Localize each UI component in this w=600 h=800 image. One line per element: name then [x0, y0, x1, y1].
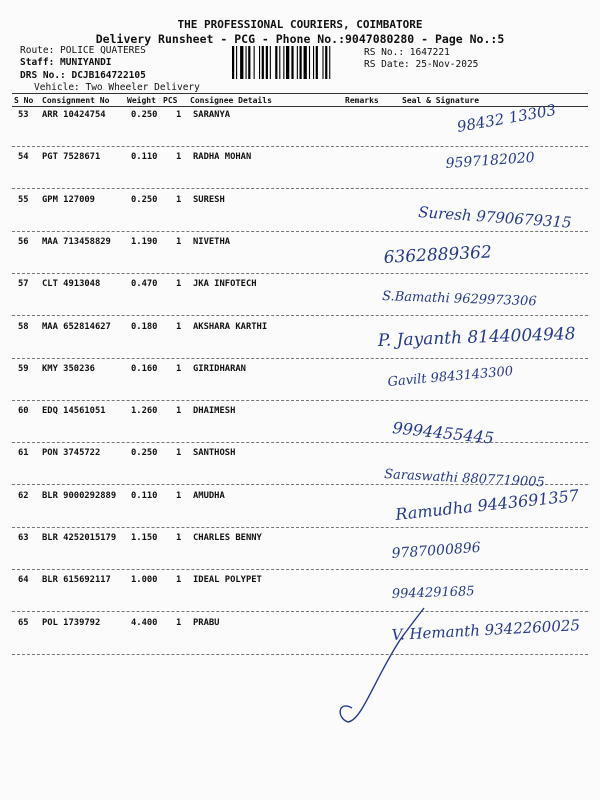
signature-ink: Saraswathi 8807719005 [383, 467, 546, 491]
row-consignee: PRABU [193, 617, 220, 628]
table-row [0, 406, 600, 448]
company-title: THE PROFESSIONAL COURIERS, COIMBATORE [177, 18, 423, 31]
row-separator [12, 484, 588, 485]
row-consignee: SARANYA [193, 110, 231, 120]
row-weight: 0.110 [131, 490, 158, 501]
signature-ink: Suresh 9790679315 [417, 203, 573, 232]
row-consignment-no: BLR 9000292889 [42, 490, 117, 501]
row-separator [12, 442, 588, 443]
table-row [0, 279, 600, 321]
row-weight: 4.400 [131, 617, 158, 628]
table-row [0, 149, 600, 194]
row-consignment-no: MAA 713458829 [42, 236, 111, 247]
row-separator [12, 231, 588, 232]
runsheet-subtitle: Delivery Runsheet - PCG - Phone No.:9047080280 - Page No.:5 [95, 32, 505, 46]
row-pcs: 1 [176, 533, 182, 543]
row-sno: 61 [18, 448, 29, 459]
row-pcs: 1 [176, 236, 182, 247]
table-row [0, 491, 600, 533]
table-row [0, 575, 600, 617]
row-separator [12, 146, 588, 147]
signature-ink: S.Bamathi 9629973306 [381, 289, 537, 310]
signature-ink: P. Jayanth 8144004948 [377, 324, 576, 351]
table-row [0, 448, 600, 490]
row-sno: 59 [18, 363, 29, 374]
row-pcs: 1 [176, 617, 182, 628]
barcode-image [232, 46, 358, 79]
row-weight: 0.250 [131, 194, 158, 205]
row-separator [12, 315, 588, 316]
row-separator [12, 273, 588, 274]
row-consignment-no: BLR 4252015179 [42, 533, 117, 543]
row-weight: 1.260 [131, 406, 158, 417]
table-row [0, 364, 600, 406]
table-row [0, 195, 600, 237]
signature-ink: Gavilt 9843143300 [387, 364, 514, 390]
signature-ink: 9944291685 [391, 584, 475, 602]
row-consignee: NIVETHA [193, 236, 231, 247]
row-consignee: DHAIMESH [193, 406, 236, 417]
row-consignment-no: EDQ 14561051 [42, 406, 106, 417]
row-sno: 56 [18, 236, 29, 247]
row-separator [12, 569, 588, 570]
row-consignment-no: KMY 350236 [42, 363, 95, 374]
row-consignee: AMUDHA [193, 490, 225, 501]
row-consignment-no: BLR 615692117 [42, 575, 111, 586]
row-consignment-no: MAA 652814627 [42, 321, 111, 332]
row-consignee: GIRIDHARAN [193, 363, 246, 374]
col-remarks: Remarks [345, 96, 379, 105]
signature-ink: V. Hemanth 9342260025 [391, 616, 581, 644]
row-weight: 0.250 [131, 110, 158, 120]
row-consignee: RADHA MOHAN [193, 152, 252, 163]
drs-number: DRS No.: DCJB164722105 [20, 70, 146, 81]
signature-ink: 9994455445 [391, 418, 495, 448]
col-consignment: Consignment No [42, 96, 110, 105]
col-sno: S No [14, 96, 34, 105]
row-consignee: AKSHARA KARTHI [193, 321, 268, 332]
row-separator [12, 400, 588, 401]
row-consignment-no: ARR 10424754 [42, 110, 106, 120]
col-consignee: Consignee Details [190, 96, 272, 105]
row-sno: 60 [18, 406, 29, 417]
col-weight: Weight [127, 96, 156, 105]
row-weight: 0.160 [131, 363, 158, 374]
row-sno: 57 [18, 279, 29, 290]
rs-number: RS No.: 1647221 [364, 47, 450, 58]
row-consignee: CHARLES BENNY [193, 533, 262, 543]
staff-label: Staff: MUNIYANDI [20, 57, 112, 68]
row-sno: 53 [18, 110, 29, 120]
rs-date: RS Date: 25-Nov-2025 [364, 59, 479, 70]
header-rule-bottom [12, 106, 588, 107]
row-weight: 0.470 [131, 279, 158, 290]
row-consignee: IDEAL POLYPET [193, 575, 262, 586]
table-row [0, 533, 600, 575]
row-consignee: JKA INFOTECH [193, 279, 257, 290]
row-separator [12, 358, 588, 359]
row-weight: 0.110 [131, 152, 158, 163]
row-separator [12, 654, 588, 655]
signature-ink: 9597182020 [445, 149, 536, 172]
row-consignment-no: PGT 7528671 [42, 152, 101, 163]
row-consignment-no: PON 3745722 [42, 448, 101, 459]
row-sno: 62 [18, 490, 29, 501]
row-weight: 1.150 [131, 533, 158, 543]
row-consignment-no: CLT 4913048 [42, 279, 101, 290]
route-label: Route: POLICE QUATERES [20, 45, 146, 56]
vehicle-label: Vehicle: Two Wheeler Delivery [34, 82, 200, 93]
row-pcs: 1 [176, 575, 182, 586]
row-pcs: 1 [176, 279, 182, 290]
row-pcs: 1 [176, 363, 182, 374]
row-consignment-no: GPM 127009 [42, 194, 95, 205]
table-row [0, 618, 600, 660]
row-weight: 1.000 [131, 575, 158, 586]
row-pcs: 1 [176, 152, 182, 163]
row-pcs: 1 [176, 110, 182, 120]
row-separator [12, 527, 588, 528]
row-separator [12, 611, 588, 612]
row-pcs: 1 [176, 321, 182, 332]
signature-ink: Ramudha 9443691357 [394, 485, 580, 524]
col-seal-signature: Seal & Signature [402, 96, 480, 105]
col-pcs: PCS [163, 96, 178, 105]
signature-ink: 9787000896 [391, 539, 482, 562]
row-separator [12, 188, 588, 189]
signature-ink: 6362889362 [383, 242, 493, 268]
row-sno: 64 [18, 575, 29, 586]
row-sno: 58 [18, 321, 29, 332]
row-sno: 54 [18, 152, 29, 163]
row-pcs: 1 [176, 448, 182, 459]
row-sno: 65 [18, 617, 29, 628]
row-sno: 55 [18, 194, 29, 205]
row-pcs: 1 [176, 194, 182, 205]
row-pcs: 1 [176, 490, 182, 501]
table-row [0, 237, 600, 279]
row-pcs: 1 [176, 406, 182, 417]
row-consignment-no: POL 1739792 [42, 617, 101, 628]
row-weight: 0.180 [131, 321, 158, 332]
row-weight: 1.190 [131, 236, 158, 247]
table-row [0, 110, 600, 152]
row-consignee: SANTHOSH [193, 448, 236, 459]
row-sno: 63 [18, 533, 29, 543]
table-row [0, 322, 600, 364]
row-consignee: SURESH [193, 194, 225, 205]
row-weight: 0.250 [131, 448, 158, 459]
header-rule [12, 93, 588, 94]
signature-ink: 98432 13303 [455, 100, 558, 136]
